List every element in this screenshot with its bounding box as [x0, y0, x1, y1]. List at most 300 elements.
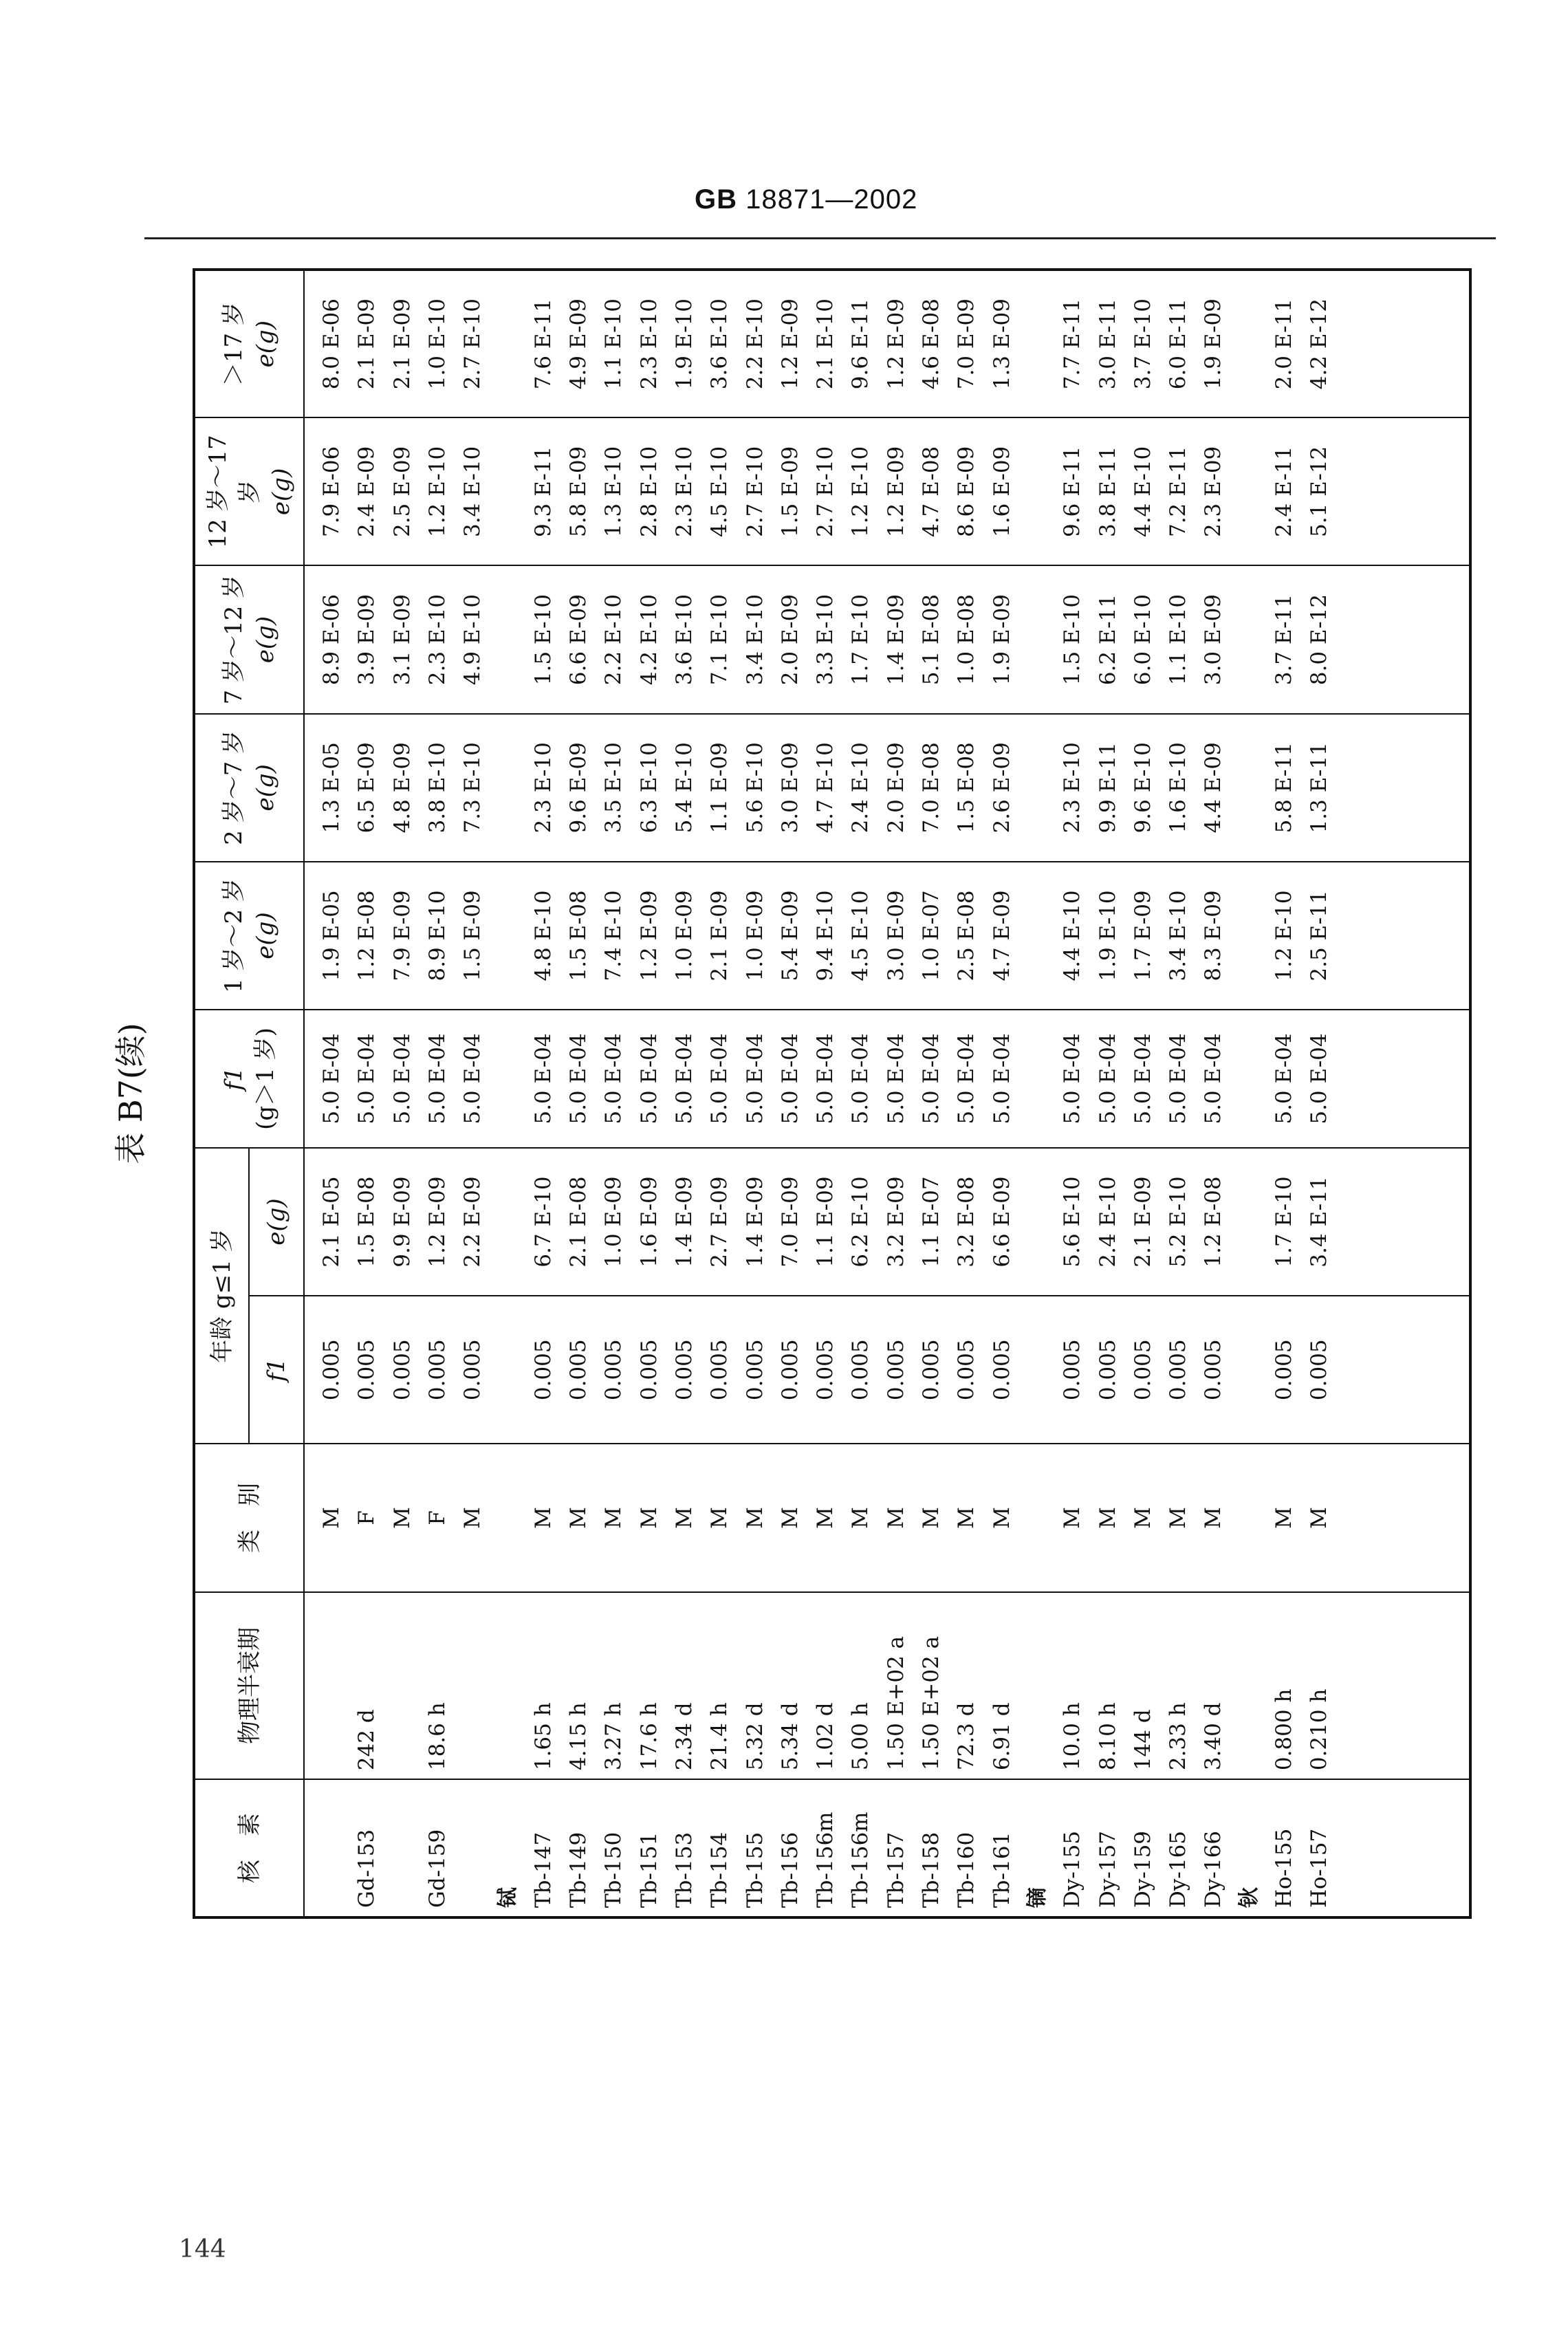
nuclide-cell: Dy-166: [1201, 1830, 1226, 1908]
col-header-nuclide: 核 素: [194, 1779, 304, 1917]
e-1-2-cell: 5.4 E-09: [777, 890, 803, 981]
category-cell: M: [883, 1507, 908, 1529]
e-1-2-column: [304, 862, 1470, 1010]
half-life-cell: 18.6 h: [424, 1702, 450, 1771]
e-over-17-cell: 2.1 E-09: [354, 298, 380, 390]
e-2-7-cell: 4.7 E-10: [813, 742, 838, 834]
e-infant-cell: 1.4 E-09: [671, 1176, 697, 1268]
f1-infant-cell: 0.005: [530, 1339, 556, 1401]
f1-older-cell: 5.0 E-04: [319, 1033, 344, 1124]
e-7-12-bottom: e(g): [251, 616, 279, 664]
e-1-2-cell: 1.0 E-09: [671, 890, 697, 981]
half-life-cell: 242 d: [354, 1709, 380, 1771]
f1-older-cell: 5.0 E-04: [742, 1033, 767, 1124]
e-infant-cell: 5.6 E-10: [1060, 1176, 1085, 1268]
half-life-cell: 5.34 d: [777, 1702, 803, 1771]
nuclide-cell: [385, 1788, 420, 1908]
f1-infant-cell: 0.005: [354, 1339, 380, 1401]
empty-cell: [1232, 574, 1267, 704]
nuclide-cell: Gd-153: [354, 1829, 380, 1908]
nuclide-cell: Tb-156m: [813, 1812, 838, 1908]
e-7-12-cell: 1.5 E-10: [530, 594, 556, 686]
empty-cell: [490, 279, 525, 409]
empty-cell: [1232, 426, 1267, 556]
f1-infant-cell: 0.005: [389, 1339, 415, 1401]
half-life-cell: 1.02 d: [813, 1702, 838, 1771]
f1-older-cell: 5.0 E-04: [389, 1033, 415, 1124]
e-17-top: ＞17 岁: [219, 302, 248, 387]
e-12-17-cell: 5.8 E-09: [566, 446, 591, 538]
e-7-12-cell: 1.4 E-09: [883, 594, 908, 686]
e-infant-cell: 1.5 E-08: [354, 1176, 380, 1268]
category-cell: M: [1166, 1507, 1191, 1529]
col-header-infant-group: 年龄 g≤1 岁: [194, 1148, 249, 1444]
half-life-column: [304, 1592, 1470, 1780]
standard-prefix: GB: [695, 184, 737, 215]
col-header-category: 类 别: [194, 1444, 304, 1591]
empty-cell: [1232, 1601, 1267, 1771]
category-cell: M: [1130, 1507, 1155, 1529]
nuclide-cell: Ho-157: [1307, 1828, 1332, 1908]
e-over-17-cell: 2.1 E-09: [389, 298, 415, 390]
e-over-17-cell: 3.6 E-10: [707, 298, 732, 390]
nuclide-column: [304, 1779, 1470, 1917]
e-7-12-cell: 1.7 E-10: [848, 594, 873, 686]
col-header-f1-infant: f1: [249, 1296, 304, 1444]
f1-older-cell: 5.0 E-04: [424, 1033, 450, 1124]
e-2-7-cell: 7.3 E-10: [460, 742, 486, 834]
e-7-12-cell: 1.5 E-10: [1060, 594, 1085, 686]
e-infant-cell: 1.6 E-09: [636, 1176, 662, 1268]
e-infant-cell: 2.7 E-09: [707, 1176, 732, 1268]
nuclide-cell: [455, 1788, 490, 1908]
half-life-cell: 6.91 d: [989, 1702, 1014, 1771]
empty-cell: [1020, 1453, 1055, 1583]
e-12-17-cell: 4.5 E-10: [707, 446, 732, 538]
category-cell: M: [1307, 1507, 1332, 1529]
e-7-12-cell: 6.6 E-09: [566, 594, 591, 686]
e-infant-cell: 3.2 E-09: [883, 1176, 908, 1268]
half-life-cell: 17.6 h: [636, 1702, 662, 1771]
category-cell: M: [636, 1507, 662, 1529]
e-over-17-cell: 2.0 E-11: [1272, 298, 1297, 390]
e-over-17-cell: 7.6 E-11: [530, 298, 556, 390]
e-2-7-cell: 3.0 E-09: [777, 742, 803, 834]
category-cell: F: [354, 1510, 380, 1525]
nuclide-cell: Tb-161: [989, 1831, 1014, 1908]
f1-infant-column: [304, 1296, 1470, 1444]
e-2-7-cell: 4.8 E-09: [389, 742, 415, 834]
category-cell: M: [530, 1507, 556, 1529]
e-12-17-cell: 4.4 E-10: [1130, 446, 1155, 538]
e-7-12-cell: 4.9 E-10: [460, 594, 486, 686]
f1-older-cell: 5.0 E-04: [354, 1033, 380, 1124]
e-infant-cell: 9.9 E-09: [389, 1176, 415, 1268]
nuclide-cell: Gd-159: [424, 1829, 450, 1908]
category-cell: M: [566, 1507, 591, 1529]
e-7-12-cell: 2.0 E-09: [777, 594, 803, 686]
e-over-17-cell: 2.1 E-10: [813, 298, 838, 390]
e-7-12-cell: 6.2 E-11: [1095, 594, 1120, 686]
f1-older-cell: 5.0 E-04: [1166, 1033, 1191, 1124]
f1-infant-cell: 0.005: [919, 1339, 944, 1401]
page-number: 144: [179, 2235, 226, 2263]
empty-cell: [490, 1019, 525, 1139]
category-cell: F: [424, 1510, 450, 1525]
f1-infant-cell: 0.005: [1060, 1339, 1085, 1401]
e-over-17-cell: 4.9 E-09: [566, 298, 591, 390]
e-2-7-cell: 9.6 E-10: [1130, 742, 1155, 834]
e-1-2-cell: 4.8 E-10: [530, 890, 556, 981]
nuclide-cell: Tb-156m: [848, 1812, 873, 1908]
e-infant-cell: 1.2 E-08: [1201, 1176, 1226, 1268]
e-1-2-cell: 8.3 E-09: [1201, 890, 1226, 981]
e-2-7-cell: 3.8 E-10: [424, 742, 450, 834]
nuclide-cell: Dy-155: [1060, 1830, 1085, 1908]
e-over-17-cell: 3.7 E-10: [1130, 298, 1155, 390]
col-header-e-7-12: [194, 565, 304, 713]
category-cell: M: [601, 1507, 627, 1529]
e-2-7-cell: 5.8 E-11: [1272, 742, 1297, 834]
e-2-7-cell: 2.0 E-09: [883, 742, 908, 834]
e-1-2-cell: 1.2 E-09: [636, 890, 662, 981]
f1-older-cell: 5.0 E-04: [777, 1033, 803, 1124]
e-2-7-cell: 9.9 E-11: [1095, 742, 1120, 834]
category-cell: M: [989, 1507, 1014, 1529]
e-infant-cell: 1.0 E-09: [601, 1176, 627, 1268]
element-group-label: 钬: [1237, 1887, 1261, 1908]
half-life-cell: 3.40 d: [1201, 1702, 1226, 1771]
e-2-7-top: 2 岁～7 岁: [219, 730, 248, 845]
e-12-17-cell: 9.3 E-11: [530, 446, 556, 538]
category-cell: M: [1201, 1507, 1226, 1529]
category-cell: M: [777, 1507, 803, 1529]
e-infant-cell: 5.2 E-10: [1166, 1176, 1191, 1268]
nuclide-cell: Tb-153: [671, 1831, 697, 1908]
rotated-table-container: [112, 268, 1472, 1919]
e-infant-column: [304, 1148, 1470, 1296]
empty-cell: [1020, 1019, 1055, 1139]
e-1-2-bottom: e(g): [251, 912, 279, 959]
category-cell: M: [919, 1507, 944, 1529]
e-infant-cell: 3.2 E-08: [954, 1176, 979, 1268]
col-header-e-2-7: [194, 714, 304, 862]
half-life-cell: 21.4 h: [707, 1702, 732, 1771]
standard-number: 18871—2002: [745, 184, 918, 215]
half-life-cell: 0.800 h: [1272, 1688, 1297, 1771]
e-over-17-cell: 2.2 E-10: [742, 298, 767, 390]
f1-older-cell: 5.0 E-04: [636, 1033, 662, 1124]
header-rule: [144, 237, 1496, 239]
f1-infant-cell: 0.005: [777, 1339, 803, 1401]
e-17-bottom: e(g): [251, 320, 279, 368]
e-2-7-cell: 1.1 E-09: [707, 742, 732, 834]
empty-cell: [1020, 871, 1055, 1001]
nuclide-cell: Tb-158: [919, 1831, 944, 1908]
e-2-7-cell: 2.3 E-10: [1060, 742, 1085, 834]
empty-cell: [1232, 279, 1267, 409]
e-12-17-cell: 9.6 E-11: [1060, 446, 1085, 538]
e-infant-cell: 2.1 E-08: [566, 1176, 591, 1268]
e-2-7-cell: 6.3 E-10: [636, 742, 662, 834]
e-12-17-cell: 2.3 E-10: [671, 446, 697, 538]
f1-older-cell: 5.0 E-04: [1201, 1033, 1226, 1124]
f1-older-cell: 5.0 E-04: [1272, 1033, 1297, 1124]
e-2-7-cell: 6.5 E-09: [354, 742, 380, 834]
e-2-7-cell: 1.3 E-05: [319, 742, 344, 834]
empty-cell: [490, 871, 525, 1001]
e-7-12-cell: 1.1 E-10: [1166, 594, 1191, 686]
col-header-e-infant: e(g): [249, 1148, 304, 1296]
e-infant-cell: 2.1 E-05: [319, 1176, 344, 1268]
empty-cell: [1232, 1453, 1267, 1583]
col-header-e-over-17: [194, 270, 304, 417]
e-12-17-column: [304, 417, 1470, 565]
e-7-12-cell: 3.1 E-09: [389, 594, 415, 686]
f1-older-cell: 5.0 E-04: [848, 1033, 873, 1124]
e-12-17-cell: 2.4 E-09: [354, 446, 380, 538]
e-2-7-cell: 2.6 E-09: [989, 742, 1014, 834]
half-life-cell: [385, 1601, 420, 1771]
f1-infant-cell: 0.005: [1130, 1339, 1155, 1401]
e-2-7-cell: 9.6 E-09: [566, 742, 591, 834]
e-12-17-cell: 7.9 E-06: [319, 446, 344, 538]
nuclide-cell: Tb-156: [777, 1831, 803, 1908]
f1-infant-cell: 0.005: [848, 1339, 873, 1401]
half-life-cell: 1.50 E+02 a: [919, 1635, 944, 1771]
f1-older-bottom: (g＞1 岁): [251, 1028, 279, 1130]
e-infant-cell: 6.2 E-10: [848, 1176, 873, 1268]
e-over-17-cell: 1.9 E-09: [1201, 298, 1226, 390]
category-cell: M: [848, 1507, 873, 1529]
f1-older-cell: 5.0 E-04: [954, 1033, 979, 1124]
e-over-17-cell: 1.0 E-10: [424, 298, 450, 390]
col-header-half-life: 物理半衰期: [194, 1592, 304, 1780]
half-life-cell: 72.3 d: [954, 1702, 979, 1771]
e-1-2-cell: 1.7 E-09: [1130, 890, 1155, 981]
e-infant-cell: 6.6 E-09: [989, 1176, 1014, 1268]
col-header-e-1-2: [194, 862, 304, 1010]
empty-cell: [1020, 1157, 1055, 1287]
e-over-17-cell: 2.7 E-10: [460, 298, 486, 390]
e-7-12-cell: 3.7 E-11: [1272, 594, 1297, 686]
category-cell: M: [1095, 1507, 1120, 1529]
half-life-cell: 2.33 h: [1166, 1702, 1191, 1771]
e-7-12-cell: 2.2 E-10: [601, 594, 627, 686]
e-7-12-cell: 3.4 E-10: [742, 594, 767, 686]
f1-older-cell: 5.0 E-04: [460, 1033, 486, 1124]
f1-older-cell: 5.0 E-04: [566, 1033, 591, 1124]
e-2-7-cell: 2.3 E-10: [530, 742, 556, 834]
nuclide-cell: Tb-155: [742, 1831, 767, 1908]
nuclide-cell: Dy-159: [1130, 1830, 1155, 1908]
category-cell: M: [954, 1507, 979, 1529]
nuclide-cell: Tb-151: [636, 1831, 662, 1908]
e-1-2-cell: 3.0 E-09: [883, 890, 908, 981]
nuclide-cell: Tb-149: [566, 1831, 591, 1908]
e-12-17-cell: 1.2 E-10: [848, 446, 873, 538]
e-7-12-cell: 8.9 E-06: [319, 594, 344, 686]
e-over-17-cell: 7.7 E-11: [1060, 298, 1085, 390]
e-infant-cell: 1.1 E-09: [813, 1176, 838, 1268]
e-1-2-cell: 1.5 E-09: [460, 890, 486, 981]
e-1-2-cell: 4.5 E-10: [848, 890, 873, 981]
half-life-cell: 10.0 h: [1060, 1702, 1085, 1771]
f1-older-cell: 5.0 E-04: [813, 1033, 838, 1124]
e-2-7-cell: 4.4 E-09: [1201, 742, 1226, 834]
f1-infant-cell: 0.005: [319, 1339, 344, 1401]
e-12-17-cell: 3.8 E-11: [1095, 446, 1120, 538]
f1-infant-cell: 0.005: [1166, 1339, 1191, 1401]
e-12-17-cell: 2.7 E-10: [742, 446, 767, 538]
e-2-7-cell: 2.4 E-10: [848, 742, 873, 834]
empty-cell: [490, 426, 525, 556]
e-over-17-cell: 9.6 E-11: [848, 298, 873, 390]
e-1-2-cell: 4.4 E-10: [1060, 890, 1085, 981]
e-1-2-cell: 1.2 E-08: [354, 890, 380, 981]
f1-infant-cell: 0.005: [566, 1339, 591, 1401]
f1-older-column: [304, 1010, 1470, 1148]
half-life-cell: 4.15 h: [566, 1702, 591, 1771]
e-12-17-cell: 4.7 E-08: [919, 446, 944, 538]
empty-cell: [1020, 1601, 1055, 1771]
e-12-17-cell: 2.3 E-09: [1201, 446, 1226, 538]
nuclide-cell: Tb-157: [883, 1831, 908, 1908]
e-12-17-cell: 8.6 E-09: [954, 446, 979, 538]
e-1-2-cell: 7.4 E-10: [601, 890, 627, 981]
e-12-17-cell: 2.5 E-09: [389, 446, 415, 538]
f1-older-cell: 5.0 E-04: [1307, 1033, 1332, 1124]
empty-cell: [1020, 279, 1055, 409]
e-infant-cell: 2.1 E-09: [1130, 1176, 1155, 1268]
f1-infant-cell: 0.005: [671, 1339, 697, 1401]
e-1-2-cell: 1.0 E-07: [919, 890, 944, 981]
f1-older-cell: 5.0 E-04: [919, 1033, 944, 1124]
f1-infant-cell: 0.005: [636, 1339, 662, 1401]
e-infant-cell: 1.1 E-07: [919, 1176, 944, 1268]
e-infant-cell: 7.0 E-09: [777, 1176, 803, 1268]
empty-cell: [1020, 426, 1055, 556]
f1-older-cell: 5.0 E-04: [707, 1033, 732, 1124]
e-1-2-cell: 1.9 E-10: [1095, 890, 1120, 981]
f1-infant-cell: 0.005: [883, 1339, 908, 1401]
e-over-17-cell: 7.0 E-09: [954, 298, 979, 390]
empty-cell: [1020, 723, 1055, 853]
e-over-17-cell: 6.0 E-11: [1166, 298, 1191, 390]
e-1-2-top: 1 岁～2 岁: [219, 878, 248, 993]
e-12-17-cell: 3.4 E-10: [460, 446, 486, 538]
col-header-f1-older: [194, 1010, 304, 1148]
category-column: [304, 1444, 1470, 1591]
half-life-cell: 8.10 h: [1095, 1702, 1120, 1771]
f1-older-top: f1: [219, 1067, 248, 1091]
category-cell: M: [1272, 1507, 1297, 1529]
e-over-17-cell: 1.1 E-10: [601, 298, 627, 390]
col-header-e-12-17: [194, 417, 304, 565]
e-2-7-column: [304, 714, 1470, 862]
nuclide-cell: Tb-150: [601, 1831, 627, 1908]
e-7-12-cell: 3.9 E-09: [354, 594, 380, 686]
f1-older-cell: 5.0 E-04: [1060, 1033, 1085, 1124]
empty-cell: [1232, 1019, 1267, 1139]
f1-older-cell: 5.0 E-04: [601, 1033, 627, 1124]
f1-infant-cell: 0.005: [601, 1339, 627, 1401]
table-caption: 表 B7(续): [112, 1023, 149, 1164]
category-cell: M: [742, 1507, 767, 1529]
e-1-2-cell: 4.7 E-09: [989, 890, 1014, 981]
e-1-2-cell: 1.0 E-09: [742, 890, 767, 981]
e-infant-cell: 2.4 E-10: [1095, 1176, 1120, 1268]
e-12-17-bottom: e(g): [267, 468, 295, 516]
e-2-7-cell: 1.5 E-08: [954, 742, 979, 834]
category-cell: M: [389, 1507, 415, 1529]
empty-cell: [490, 1157, 525, 1287]
e-2-7-cell: 1.6 E-10: [1166, 742, 1191, 834]
empty-cell: [490, 1601, 525, 1771]
empty-cell: [490, 1305, 525, 1435]
half-life-cell: 2.34 d: [671, 1702, 697, 1771]
f1-older-cell: 5.0 E-04: [1095, 1033, 1120, 1124]
element-group-label: 铽: [496, 1887, 521, 1908]
half-life-cell: 5.32 d: [742, 1702, 767, 1771]
e-2-7-cell: 7.0 E-08: [919, 742, 944, 834]
e-7-12-column: [304, 565, 1470, 713]
f1-older-cell: 5.0 E-04: [883, 1033, 908, 1124]
e-infant-cell: 1.4 E-09: [742, 1176, 767, 1268]
category-cell: M: [1060, 1507, 1085, 1529]
f1-infant-cell: 0.005: [1201, 1339, 1226, 1401]
empty-cell: [1232, 871, 1267, 1001]
f1-infant-cell: 0.005: [1307, 1339, 1332, 1401]
empty-cell: [1020, 1305, 1055, 1435]
empty-cell: [490, 574, 525, 704]
nuclide-cell: Tb-160: [954, 1831, 979, 1908]
document-code: [695, 184, 917, 215]
e-1-2-cell: 2.1 E-09: [707, 890, 732, 981]
empty-cell: [1232, 723, 1267, 853]
e-7-12-cell: 1.0 E-08: [954, 594, 979, 686]
f1-older-cell: 5.0 E-04: [989, 1033, 1014, 1124]
e-7-12-cell: 6.0 E-10: [1130, 594, 1155, 686]
e-over-17-cell: 1.3 E-09: [989, 298, 1014, 390]
e-1-2-cell: 1.2 E-10: [1272, 890, 1297, 981]
e-7-12-cell: 8.0 E-12: [1307, 594, 1332, 686]
f1-older-cell: 5.0 E-04: [1130, 1033, 1155, 1124]
e-12-17-top: 12 岁～17 岁: [204, 435, 263, 549]
f1-infant-cell: 0.005: [954, 1339, 979, 1401]
e-7-12-cell: 3.6 E-10: [671, 594, 697, 686]
e-1-2-cell: 1.9 E-05: [319, 890, 344, 981]
e-12-17-cell: 1.3 E-10: [601, 446, 627, 538]
e-over-17-cell: 4.6 E-08: [919, 298, 944, 390]
e-over-17-cell: 1.9 E-10: [671, 298, 697, 390]
e-1-2-cell: 3.4 E-10: [1166, 890, 1191, 981]
half-life-cell: 1.65 h: [530, 1702, 556, 1771]
nuclide-cell: Dy-165: [1166, 1830, 1191, 1908]
e-infant-cell: 2.2 E-09: [460, 1176, 486, 1268]
element-group-label: 镝: [1025, 1887, 1049, 1908]
e-1-2-cell: 9.4 E-10: [813, 890, 838, 981]
half-life-cell: 5.00 h: [848, 1702, 873, 1771]
category-cell: M: [813, 1507, 838, 1529]
f1-infant-cell: 0.005: [424, 1339, 450, 1401]
half-life-cell: [455, 1601, 490, 1771]
e-over-17-cell: 1.2 E-09: [883, 298, 908, 390]
e-12-17-cell: 1.6 E-09: [989, 446, 1014, 538]
e-12-17-cell: 1.2 E-09: [883, 446, 908, 538]
nuclide-cell: Ho-155: [1272, 1828, 1297, 1908]
e-1-2-cell: 7.9 E-09: [389, 890, 415, 981]
